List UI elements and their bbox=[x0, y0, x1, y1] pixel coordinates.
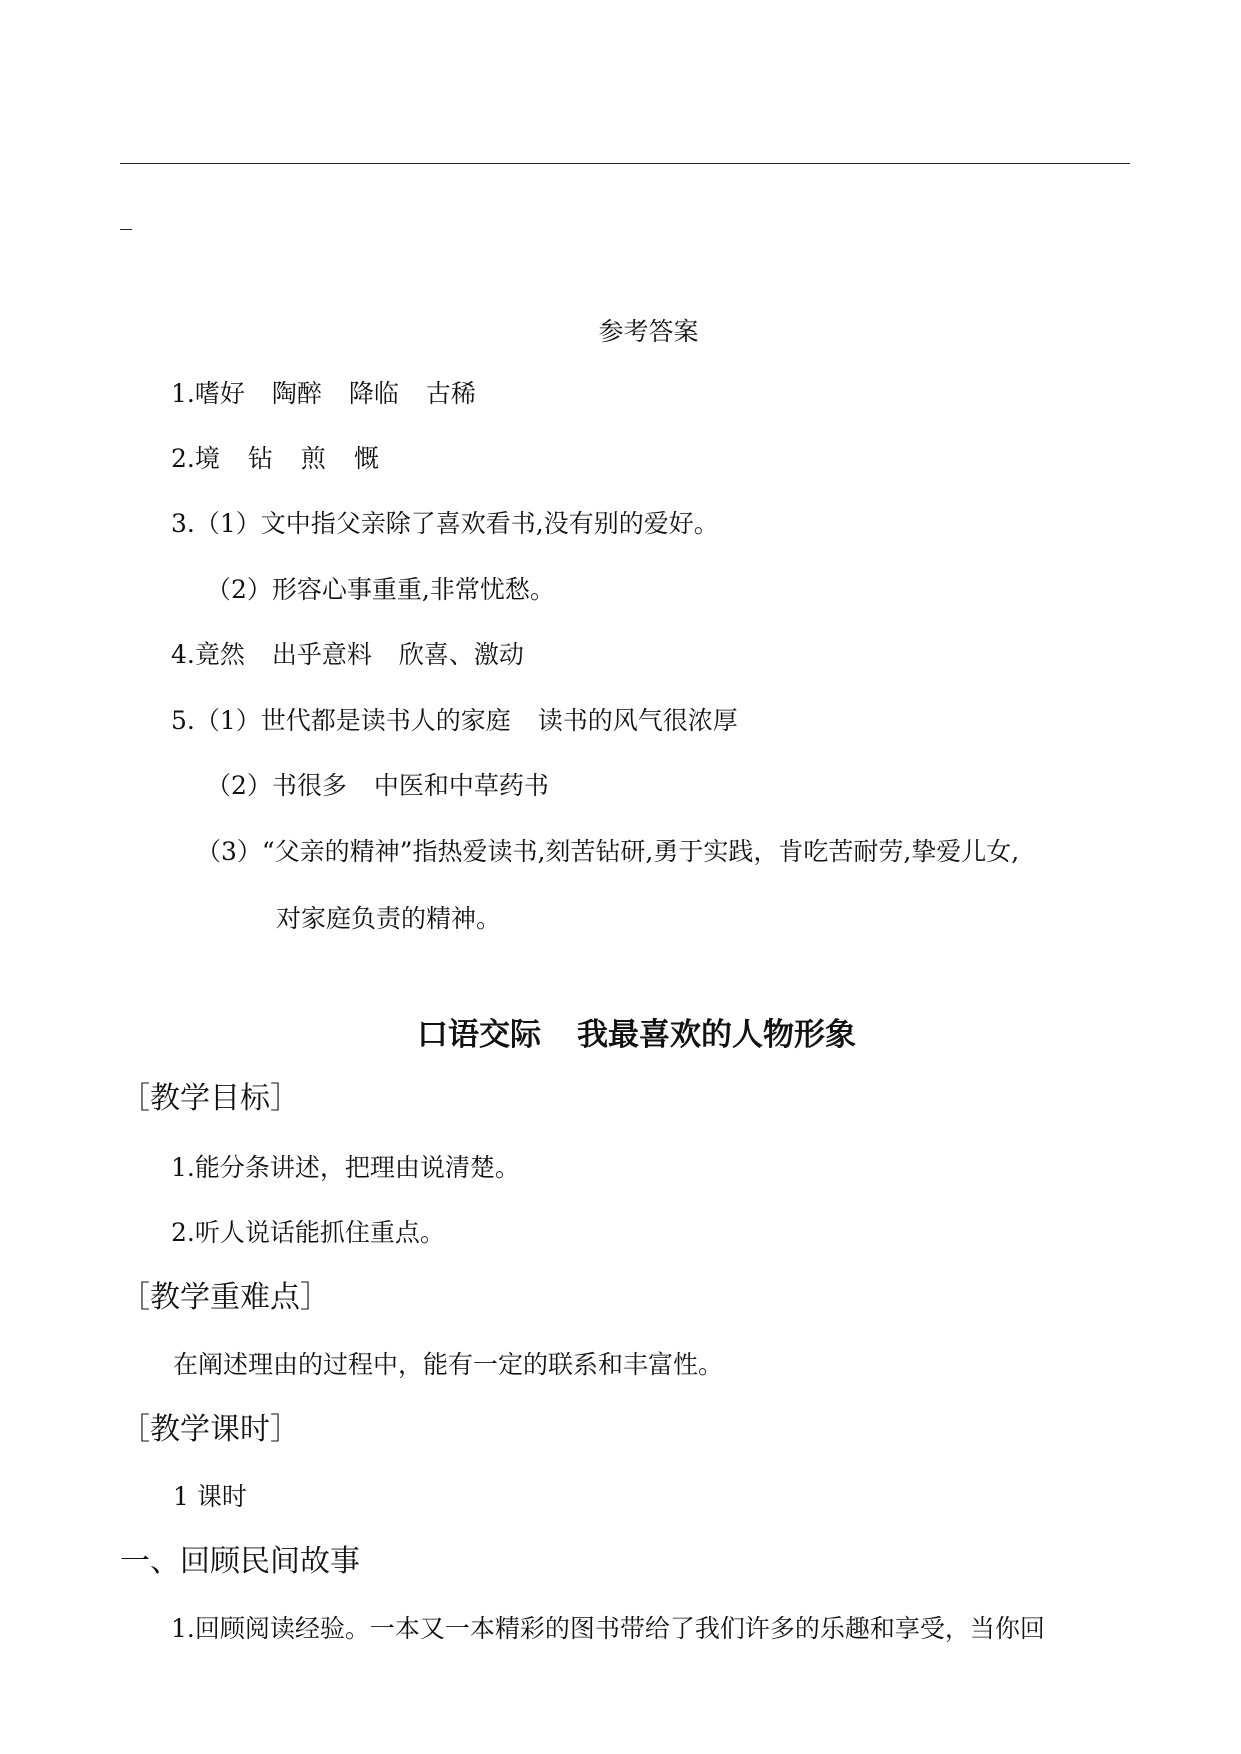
answer-2-number: 2. bbox=[171, 444, 195, 473]
answer-5-2-text: （2）书很多 bbox=[206, 771, 347, 800]
answer-3-2: （2）形容心事重重,非常忧愁。 bbox=[206, 575, 555, 604]
answer-1-number: 1. bbox=[171, 379, 195, 408]
answer-4-word-2: 出乎意料 bbox=[271, 640, 372, 669]
answer-1-word-4: 古稀 bbox=[425, 379, 476, 408]
answer-5-1 bbox=[171, 705, 738, 737]
answer-5-3: （3）“父亲的精神”指热爱读书,刻苦钻研,勇于实践，肯吃苦耐劳,挚爱儿女, bbox=[196, 837, 1020, 866]
answer-2-char-1: 境 bbox=[194, 444, 220, 473]
answer-1-word-2: 陶醉 bbox=[271, 379, 322, 408]
answer-2-char-3: 煎 bbox=[300, 444, 326, 473]
answer-5-3-continued: 对家庭负责的精神。 bbox=[276, 904, 502, 933]
answer-4 bbox=[171, 639, 524, 671]
answer-blank-line-tail bbox=[120, 229, 132, 230]
answer-blank-line bbox=[120, 163, 1130, 164]
answer-3-1: 3.（1）文中指父亲除了喜欢看书,没有别的爱好。 bbox=[171, 509, 719, 538]
goal-2: 2.听人说话能抓住重点。 bbox=[171, 1218, 445, 1247]
teaching-difficulty-text: 在阐述理由的过程中，能有一定的联系和丰富性。 bbox=[173, 1350, 724, 1379]
answer-1-word-3: 降临 bbox=[348, 379, 399, 408]
answer-2-char-2: 钻 bbox=[247, 444, 273, 473]
teaching-period-heading: ［教学课时］ bbox=[120, 1412, 300, 1447]
answer-4-word-3: 欣喜、激动 bbox=[398, 640, 524, 669]
teaching-period-text: 1 课时 bbox=[173, 1482, 247, 1511]
answer-1 bbox=[171, 378, 476, 410]
answer-5-2 bbox=[206, 770, 549, 802]
answer-5-1-text: 5.（1）世代都是读书人的家庭 bbox=[171, 706, 511, 735]
answer-4-number: 4. bbox=[171, 640, 195, 669]
part-1-heading: 一、回顾民间故事 bbox=[120, 1544, 360, 1579]
answer-4-word-1: 竟然 bbox=[194, 640, 245, 669]
lesson-title-right: 我最喜欢的人物形象 bbox=[577, 1017, 856, 1053]
answer-2 bbox=[171, 443, 379, 475]
answer-2-char-4: 慨 bbox=[353, 444, 379, 473]
part-1-item-1: 1.回顾阅读经验。一本又一本精彩的图书带给了我们许多的乐趣和享受，当你回 bbox=[171, 1614, 1045, 1643]
goal-1: 1.能分条讲述，把理由说清楚。 bbox=[171, 1153, 520, 1182]
answer-key-title: 参考答案 bbox=[598, 317, 699, 346]
teaching-goals-heading: ［教学目标］ bbox=[120, 1081, 300, 1116]
answer-5-2-tail: 中医和中草药书 bbox=[373, 771, 549, 800]
lesson-title bbox=[16, 1015, 1241, 1055]
teaching-difficulty-heading: ［教学重难点］ bbox=[120, 1280, 330, 1315]
lesson-title-left: 口语交际 bbox=[417, 1017, 541, 1053]
answer-1-word-1: 嗜好 bbox=[194, 379, 245, 408]
answer-5-1-tail: 读书的风气很浓厚 bbox=[537, 706, 738, 735]
